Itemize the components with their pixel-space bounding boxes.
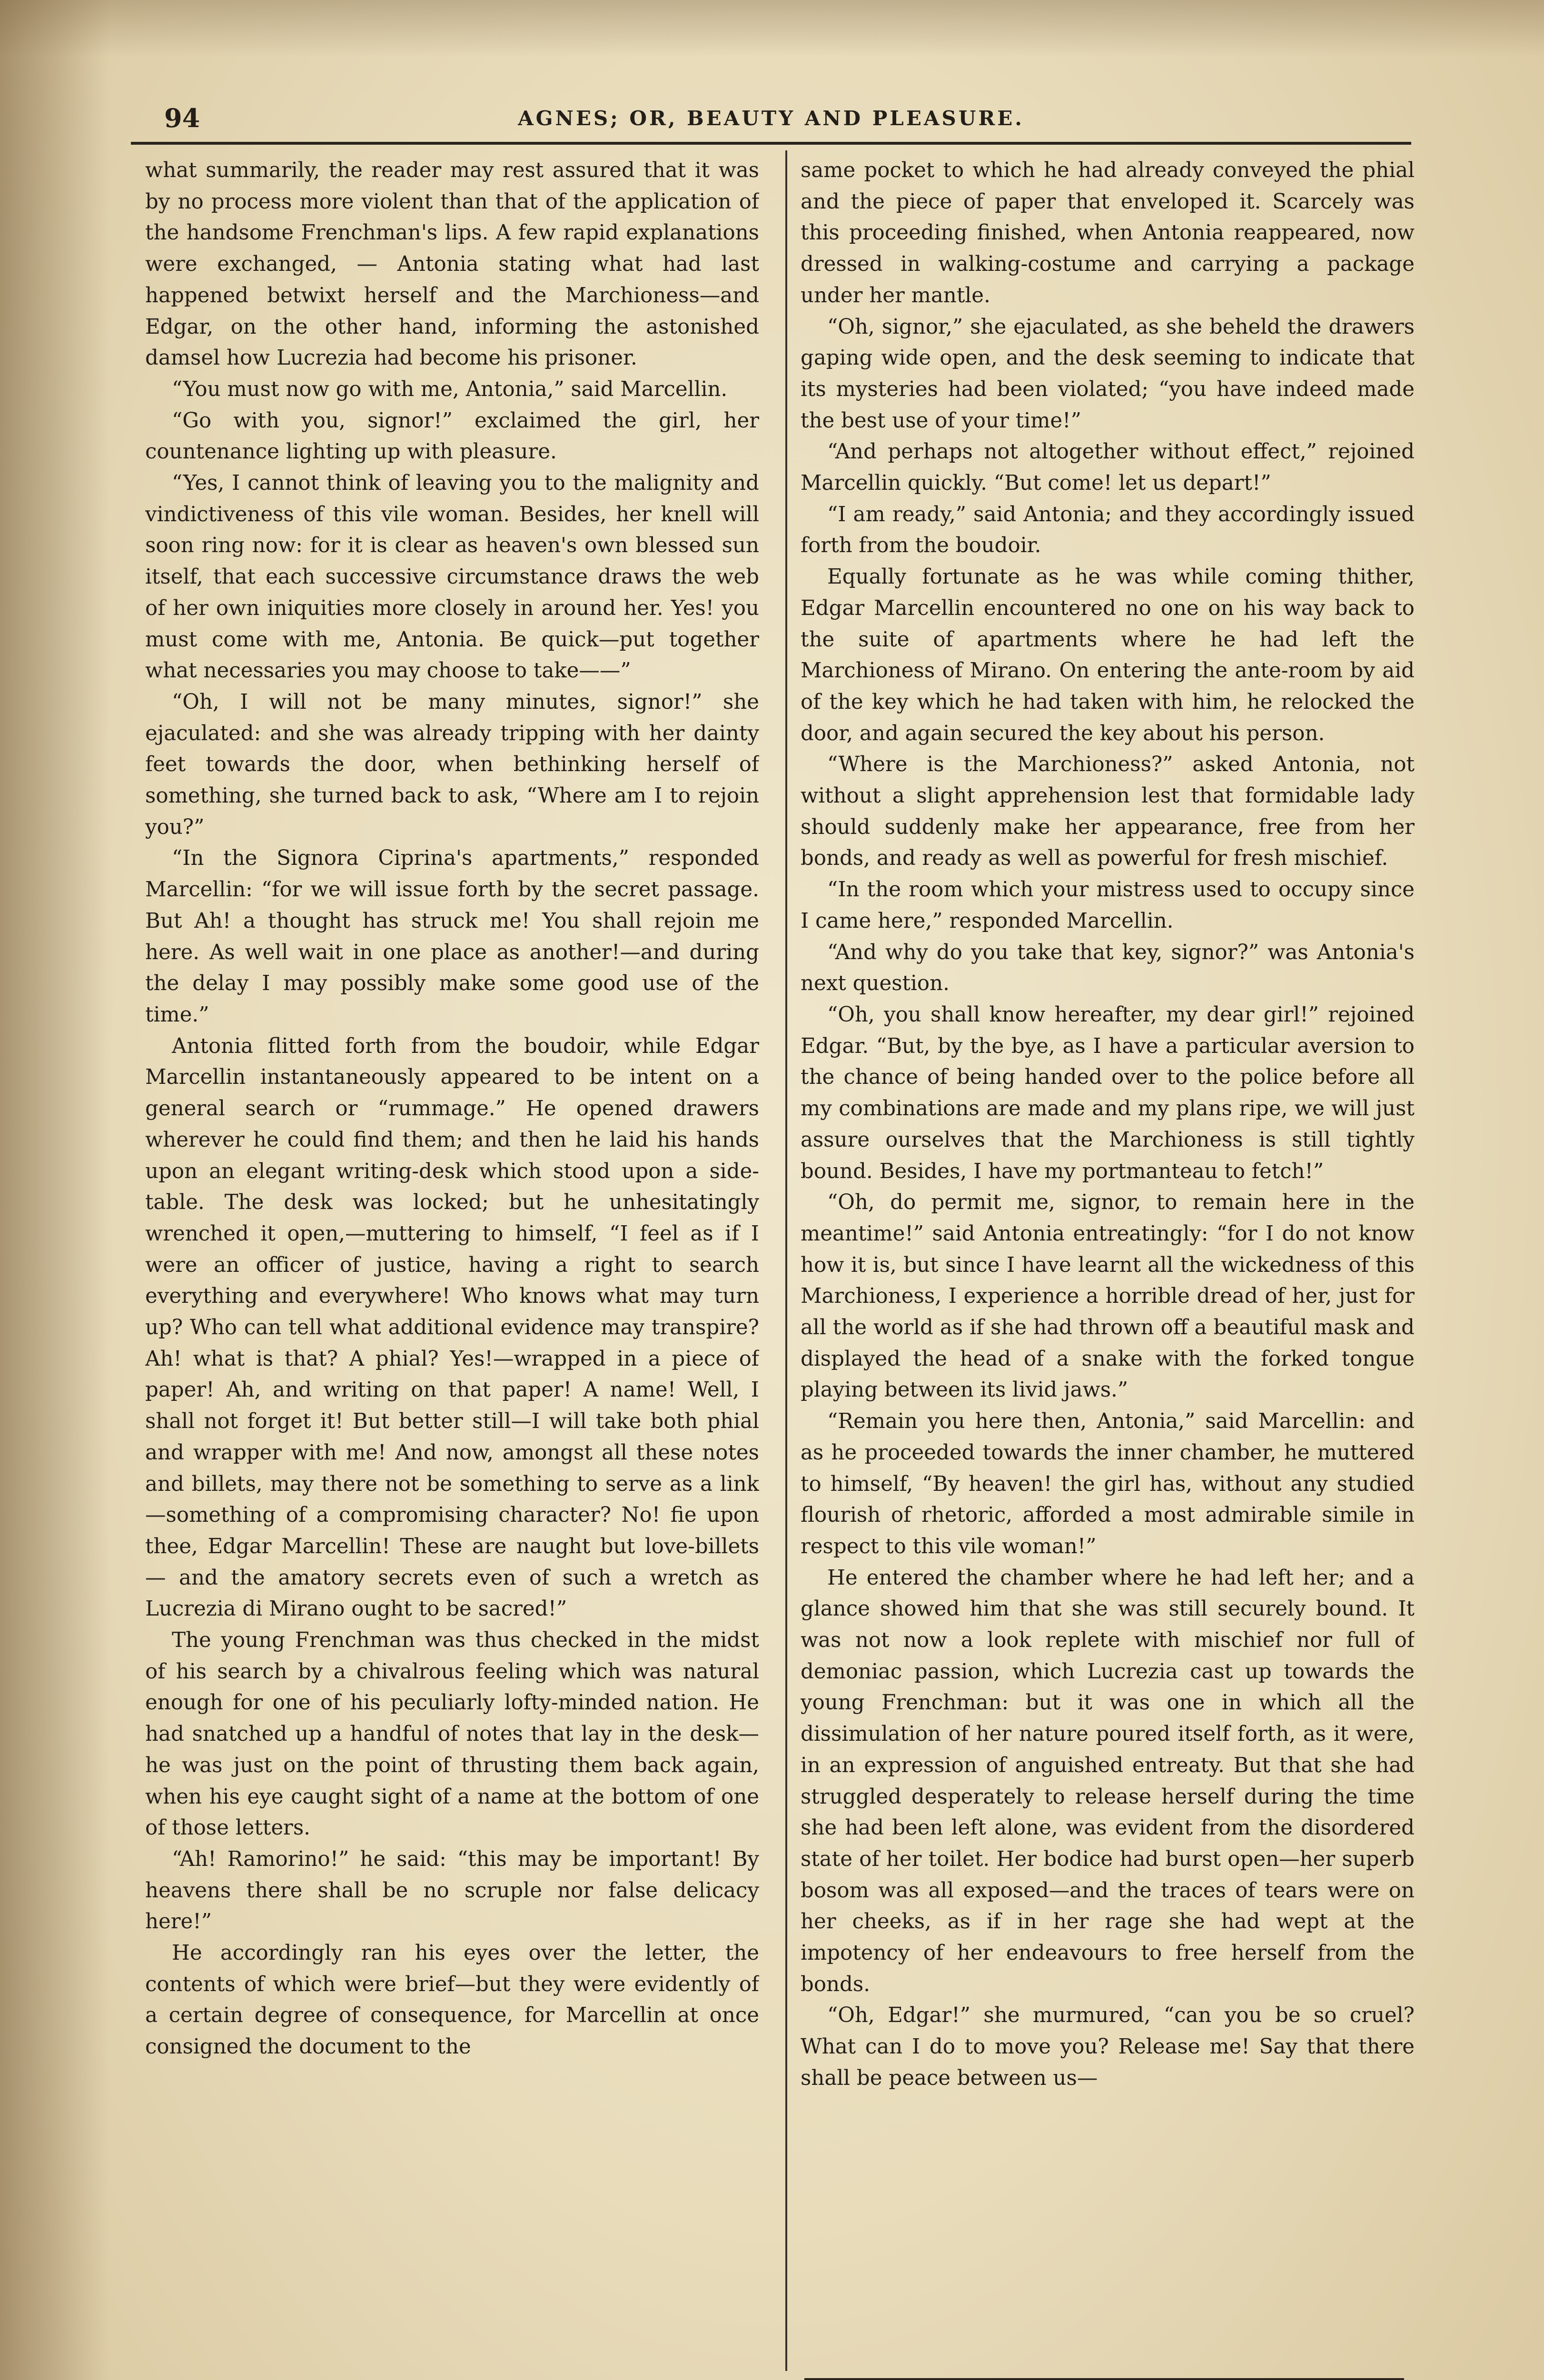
paragraph: “Yes, I cannot think of leaving you to the malignity and vindictiveness of this vile woman. Besides, her knell will soon ring now: for it is clear as heaven's own blessed sun itself, that each successive circumstance draws the web of her own iniquities more closely in around her. Yes! you must come with me, Antonia. Be quick—put together what necessaries you may choose to take——” [145, 471, 759, 683]
paragraph: He accordingly ran his eyes over the letter, the contents of which were brief—but they were evidently of a certain degree of consequence, for Marcellin at once consigned the document to the [145, 1941, 759, 2059]
paragraph: same pocket to which he had already conveyed the phial and the piece of paper that enveloped it. Scarcely was this proceeding finished, when Antonia reappeared, now dressed in walking-costume and carrying a package under her mantle. [801, 159, 1415, 307]
paragraph: The young Frenchman was thus checked in the midst of his search by a chivalrous feeling which was natural enough for one of his peculiarly lofty-minded nation. He had snatched up a handful of notes that lay in the desk—he was just on the point of thrusting them back again, when his eye caught sight of a name at the bottom of one of those letters. [145, 1628, 759, 1840]
paragraph: “Ah! Ramorino!” he said: “this may be important! By heavens there shall be no scruple nor false delicacy here!” [145, 1847, 759, 1934]
bottom-rule [804, 2378, 1404, 2380]
text-column-left [145, 155, 759, 2373]
paragraph: He entered the chamber where he had left her; and a glance showed him that she was still securely bound. It was not now a look replete with mischief nor full of demoniac passion, which Lucrezia cast up towards the young Frenchman: but it was one in which all the dissimulation of her nature poured itself forth, as it were, in an expression of anguished entreaty. But that she had struggled desperately to release herself during the time she had been left alone, was evident from the disordered state of her toilet. Her bodice had burst open—her superb bosom was all exposed—and the traces of tears were on her cheeks, as if in her rage she had wept at the impotency of her endeavours to free herself from the bonds. [801, 1566, 1415, 1996]
paragraph: “Oh, signor,” she ejaculated, as she beheld the drawers gaping wide open, and the desk seeming to indicate that its mysteries had been violated; “you have indeed made the best use of your time!” [801, 315, 1415, 433]
paragraph: “Where is the Marchioness?” asked Antonia, not without a slight apprehension lest that formidable lady should suddenly make her appearance, free from her bonds, and ready as well as powerful for fresh mischief. [801, 753, 1415, 871]
text-column-right [801, 155, 1415, 2373]
paragraph: “In the room which your mistress used to occupy since I came here,” responded Marcellin. [801, 878, 1415, 933]
paragraph: Equally fortunate as he was while coming thither, Edgar Marcellin encountered no one on his way back to the suite of apartments where he had left the Marchioness of Mirano. On entering the ante-room by aid of the key which he had taken with him, he relocked the door, and again secured the key about his person. [801, 565, 1415, 745]
paragraph: “I am ready,” said Antonia; and they accordingly issued forth from the boudoir. [801, 502, 1415, 558]
paragraph: “In the Signora Ciprina's apartments,” responded Marcellin: “for we will issue forth by the secret passage. But Ah! a thought has struck me! You shall rejoin me here. As well wait in one place as another!—and during the delay I may possibly make some good use of the time.” [145, 846, 759, 1027]
paragraph: “Oh, I will not be many minutes, signor!” she ejaculated: and she was already tripping with her dainty feet towards the door, when bethinking herself of something, she turned back to ask, “Where am I to rejoin you?” [145, 690, 759, 839]
paragraph: “And perhaps not altogether without effect,” rejoined Marcellin quickly. “But come! let us depart!” [801, 440, 1415, 496]
paragraph: Antonia flitted forth from the boudoir, while Edgar Marcellin instantaneously appeared to be intent on a general search or “rummage.” He opened drawers wherever he could find them; and then he laid his hands upon an elegant writing-desk which stood upon a side-table. The desk was locked; but he unhesitatingly wrenched it open,—muttering to himself, “I feel as if I were an officer of justice, having a right to search everything and everywhere! Who knows what may turn up? Who can tell what additional evidence may transpire? Ah! what is that? A phial? Yes!—wrapped in a piece of paper! Ah, and writing on that paper! A name! Well, I shall not forget it! But better still—I will take both phial and wrapper with me! And now, amongst all these notes and billets, may there not be something to serve as a link—something of a compromising character? No! fie upon thee, Edgar Marcellin! These are naught but love-billets — and the amatory secrets even of such a wretch as Lucrezia di Mirano ought to be sacred!” [145, 1034, 759, 1621]
paragraph: “Oh, do permit me, signor, to remain here in the meantime!” said Antonia entreatingly: “for I do not know how it is, but since I have learnt all the wickedness of this Marchioness, I experience a horrible dread of her, just for all the world as if she had thrown off a beautiful mask and displayed the head of a snake with the forked tongue playing between its livid jaws.” [801, 1190, 1415, 1402]
paragraph: “You must now go with me, Antonia,” said Marcellin. [172, 377, 728, 401]
page-number: 94 [164, 103, 200, 133]
paragraph: “Go with you, signor!” exclaimed the girl, her countenance lighting up with pleasure. [145, 408, 759, 464]
paragraph: “And why do you take that key, signor?” was Antonia's next question. [801, 940, 1415, 996]
page-top-shadow [0, 0, 1544, 57]
paragraph: “Remain you here then, Antonia,” said Marcellin: and as he proceeded towards the inner chamber, he muttered to himself, “By heaven! the girl has, without any studied flourish of rhetoric, afforded a most admirable simile in respect to this vile woman!” [801, 1409, 1415, 1558]
paragraph: “Oh, Edgar!” she murmured, “can you be so cruel? What can I do to move you? Release me! Say that there shall be peace between us— [801, 2003, 1415, 2090]
page-header [131, 94, 1411, 145]
paragraph: what summarily, the reader may rest assured that it was by no process more violent than that of the application of the handsome Frenchman's lips. A few rapid explanations were exchanged, — Antonia stating what had last happened betwixt herself and the Marchioness—and Edgar, on the other hand, informing the astonished damsel how Lucrezia had become his prisoner. [145, 159, 759, 370]
running-title: AGNES; OR, BEAUTY AND PLEASURE. [518, 107, 1024, 130]
page-gutter-shadow [0, 0, 109, 2380]
column-divider [785, 150, 787, 2371]
paragraph: “Oh, you shall know hereafter, my dear girl!” rejoined Edgar. “But, by the bye, as I have a particular aversion to the chance of being handed over to the police before all my combinations are made and my plans ripe, we will just assure ourselves that the Marchioness is still tightly bound. Besides, I have my portmanteau to fetch!” [801, 1002, 1415, 1183]
